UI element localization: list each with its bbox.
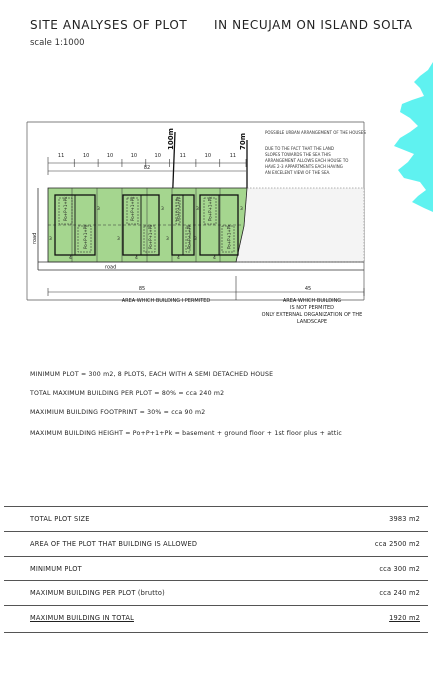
caption-line: IS NOT PERMITED (289, 305, 335, 311)
spec-min-plot: MINIMUM PLOT = 300 m2, 8 PLOTS, EACH WITH A SEMI DETACHED HOUSE (30, 371, 274, 378)
note-line: HAVE 2-3 APPARTMENTS EACH HAVING (265, 164, 343, 169)
dim-label: 10 (154, 153, 161, 159)
dim-labels (58, 153, 236, 159)
table-row-total (4, 606, 428, 630)
spec-height: MAXIMUM BUILDING HEIGHT = Po+P+1+Pk = basement + ground floor + 1st floor plus + attic (30, 430, 342, 437)
dim-label: 11 (229, 153, 237, 159)
row-value: cca 300 m2 (379, 564, 420, 573)
front-gap-label: 4 (135, 256, 138, 261)
row-label: TOTAL PLOT SIZE (30, 515, 90, 523)
house-label: Po+P+1+Pk (148, 224, 153, 249)
table-row (4, 557, 428, 582)
dim-label: 11 (179, 153, 186, 159)
table-bottom-border (4, 632, 428, 633)
dim-label: 10 (204, 153, 212, 159)
caption-permitted: AREA WHICH BUILDING I PERMITED (121, 298, 211, 304)
row-label: MAXIMUM BUILDING IN TOTAL (30, 614, 134, 623)
house-label: Po+P+1+Pk (226, 224, 232, 249)
width-built-label: 85 (138, 286, 146, 292)
spec-footprint: MAXIMIUM BUILDING FOOTPRINT = 30% = cca 90 m2 (30, 409, 206, 416)
note-title: POSSIBLE URBAN ARRANGEMENT OF THE HOUSES (265, 130, 366, 135)
note-line: ARRANGEMENT ALLOWS EACH HOUSE TO (265, 158, 349, 163)
table-row (4, 507, 428, 532)
page-subtitle: IN NECUJAM ON ISLAND SOLTA (214, 18, 413, 32)
row-value: 1920 m2 (389, 614, 420, 623)
caption-line: ONLY EXTERNAL ORGANIZATION OF THE (261, 312, 363, 318)
side-gap-label: 3 (117, 237, 120, 242)
contour-label-70: 70m (239, 132, 247, 150)
table-row (4, 581, 428, 606)
width-unbuilt-label: 45 (304, 286, 312, 292)
row-label: MINIMUM PLOT (30, 564, 82, 573)
row-label: AREA OF THE PLOT THAT BUILDING IS ALLOWED (30, 539, 198, 548)
side-gap-label: 3 (196, 207, 199, 212)
front-gap-label: 4 (177, 256, 180, 261)
road-label-bottom: road (105, 264, 117, 271)
sea-shape (394, 62, 433, 212)
house-label: Po+P+1+Pk (63, 196, 68, 221)
house-label: Po+P+1+Pk (83, 224, 88, 249)
page-title: SITE ANALYSES OF PLOT (30, 18, 188, 32)
side-gap-label: 3 (166, 237, 169, 242)
side-gap-label: 3 (161, 207, 164, 212)
dim-label: 10 (82, 153, 90, 159)
front-gap-label: 4 (213, 256, 216, 261)
urban-arrangement-note (265, 130, 366, 175)
caption-line: AREA WHICH BUILDING (282, 298, 342, 304)
side-gap-label: 3 (49, 237, 52, 242)
note-line: DUE TO THE FACT THAT THE LAND (265, 146, 334, 151)
contour-label-100: 100m (167, 128, 175, 150)
side-gap-label: 3 (97, 207, 100, 212)
total-width-label: 82 (143, 165, 151, 171)
table-row (4, 532, 428, 557)
row-value: 3983 m2 (389, 515, 420, 523)
dim-label: 10 (130, 153, 138, 159)
side-gap-label: 3 (240, 207, 243, 212)
house-label: Po+P+1+Pk (207, 196, 213, 221)
note-line: AN EXCELENT VIEW OF THE SEA. (265, 170, 331, 175)
spec-total-building: TOTAL MAXIMUM BUILDING PER PLOT = 80% = cca 240 m2 (30, 390, 225, 397)
note-line: SLOPES TOWARDS THE SEA THIS (265, 152, 331, 157)
row-label: MAXIMUM BUILDING PER PLOT (brutto) (30, 589, 165, 598)
summary-table (4, 506, 428, 630)
row-value: cca 240 m2 (379, 589, 420, 598)
road-label-left: road (32, 232, 38, 244)
side-gap-label: 3 (194, 237, 197, 242)
scale-label: scale 1:1000 (30, 38, 85, 48)
caption-line: LANDSCAPE (296, 319, 328, 325)
caption-not-permitted (262, 298, 363, 325)
row-value: cca 2500 m2 (374, 539, 420, 548)
house-label: Po+P+1+Pk (186, 224, 192, 249)
dim-label: 11 (57, 153, 65, 159)
unbuilt-area (236, 188, 364, 262)
house-label: Po+P+1+Pk (130, 196, 135, 221)
front-gap-label: 4 (69, 256, 72, 261)
house-label: Po+P+1+Pk (175, 196, 181, 221)
dim-label: 10 (106, 153, 114, 159)
